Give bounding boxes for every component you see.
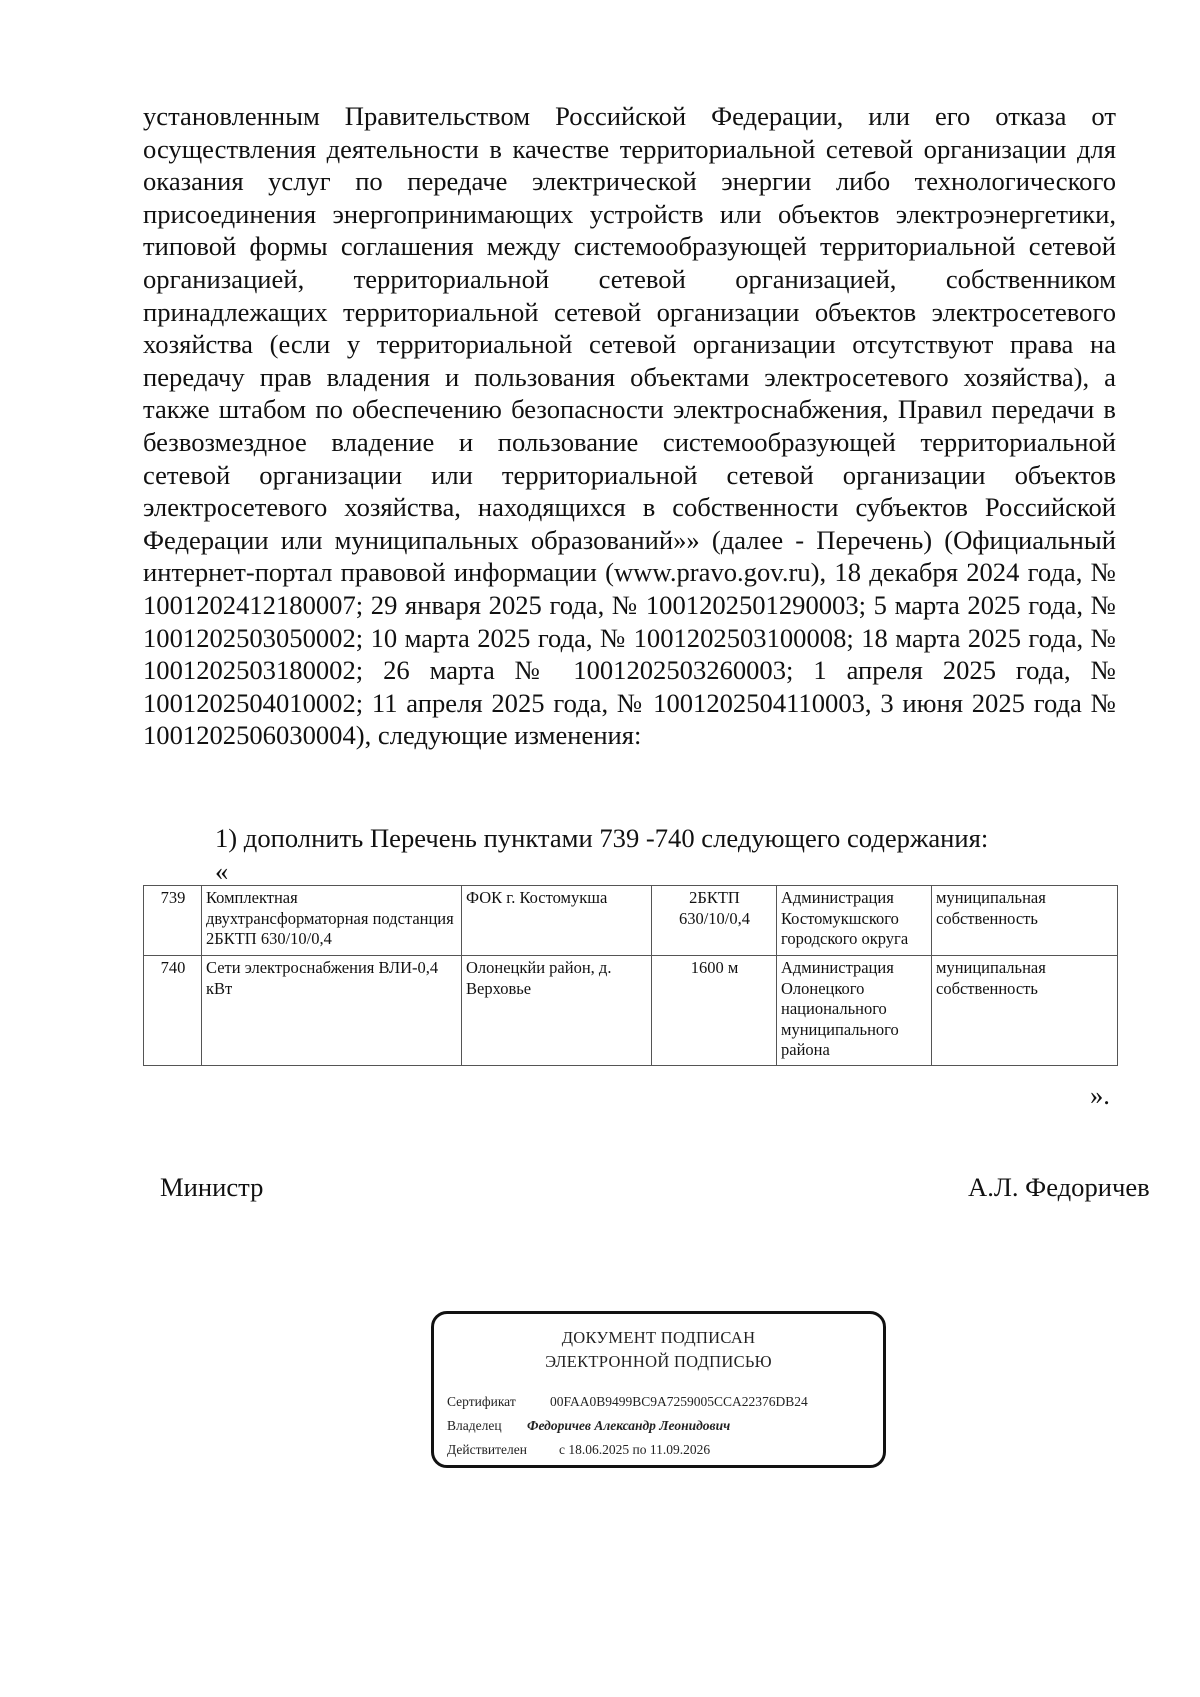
stamp-owner-label: Владелец xyxy=(447,1418,502,1433)
stamp-heading-line1: ДОКУМЕНТ ПОДПИСАН xyxy=(561,1328,756,1347)
object-spec: 2БКТП 630/10/0,4 xyxy=(652,886,777,956)
stamp-validity-value: с 18.06.2025 по 11.09.2026 xyxy=(559,1442,711,1457)
body-paragraph: установленным Правительством Российской Федерации, или его отказа от осуществления деятельности в качестве территориальной сетевой организации для оказания услуг по передаче электрической энергии либо технологического присоединения энергопринимающих устройств или объектов электроэнергетики, типовой формы соглашения между системообразующей территориальной сетевой организацией, территориальной сетевой организацией, собственником принадлежащих территориальной сетевой организации объектов электросетевого хозяйства (если у территориальной сетевой организации отсутствуют права на передачу прав владения и пользования объектами электросетевого хозяйства), а также штабом по обеспечению безопасности электроснабжения, Правил передачи в безвозмездное владение и пользование системообразующей территориальной сетевой организации или территориальной сетевой организации объектов электросетевого хозяйства, находящихся в собственности субъектов Российской Федерации или муниципальных образований»» (далее - Перечень) (Официальный интернет-портал правовой информации (www.pravo.gov.ru), 18 декабря 2024 года, № 1001202412180007; 29 января 2025 года, № 1001202501290003; 5 марта 2025 года, № 1001202503050002; 10 марта 2025 года, № 1001202503100008; 18 марта 2025 года, № 1001202503180002; 26 марта № 1001202503260003; 1 апреля 2025 года, № 1001202504010002; 11 апреля 2025 года, № 1001202504110003, 3 июня 2025 года № 1001202506030004), следующие изменения: xyxy=(143,101,1116,751)
object-spec: 1600 м xyxy=(652,956,777,1066)
object-ownership: муниципальная собственность xyxy=(932,956,1118,1066)
object-owner: Администрация Костомукшского городского округа xyxy=(777,886,932,956)
object-owner: Администрация Олонецкого национального муниципального района xyxy=(777,956,932,1066)
stamp-validity-label: Действителен xyxy=(447,1442,527,1457)
row-number: 740 xyxy=(144,956,202,1066)
object-name: Комплектная двухтрансформаторная подстанция 2БКТП 630/10/0,4 xyxy=(202,886,462,956)
stamp-validity-row xyxy=(447,1442,710,1458)
stamp-certificate-label: Сертификат xyxy=(447,1394,516,1409)
closing-quote: ». xyxy=(1090,1080,1110,1110)
objects-table xyxy=(143,885,1118,1066)
stamp-owner-value: Федоричев Александр Леонидович xyxy=(527,1418,731,1433)
electronic-signature-stamp xyxy=(431,1311,886,1468)
stamp-heading-line2: ЭЛЕКТРОННОЙ ПОДПИСЬЮ xyxy=(545,1352,772,1371)
object-location: ФОК г. Костомукша xyxy=(462,886,652,956)
stamp-certificate-value: 00FAA0B9499BC9A7259005CCA22376DB24 xyxy=(550,1394,808,1409)
object-ownership: муниципальная собственность xyxy=(932,886,1118,956)
object-name: Сети электроснабжения ВЛИ-0,4 кВт xyxy=(202,956,462,1066)
amendment-item-paragraph: 1) дополнить Перечень пунктами 739 -740 следующего содержания: xyxy=(215,823,989,853)
opening-quote: « xyxy=(215,856,229,886)
stamp-owner-row xyxy=(447,1418,730,1434)
row-number: 739 xyxy=(144,886,202,956)
stamp-certificate-row xyxy=(447,1394,808,1410)
object-location: Олонецкйи район, д. Верховье xyxy=(462,956,652,1066)
table-row xyxy=(144,956,1118,1066)
signer-position: Министр xyxy=(160,1172,264,1202)
signer-name: А.Л. Федоричев xyxy=(968,1172,1150,1202)
table-row xyxy=(144,886,1118,956)
